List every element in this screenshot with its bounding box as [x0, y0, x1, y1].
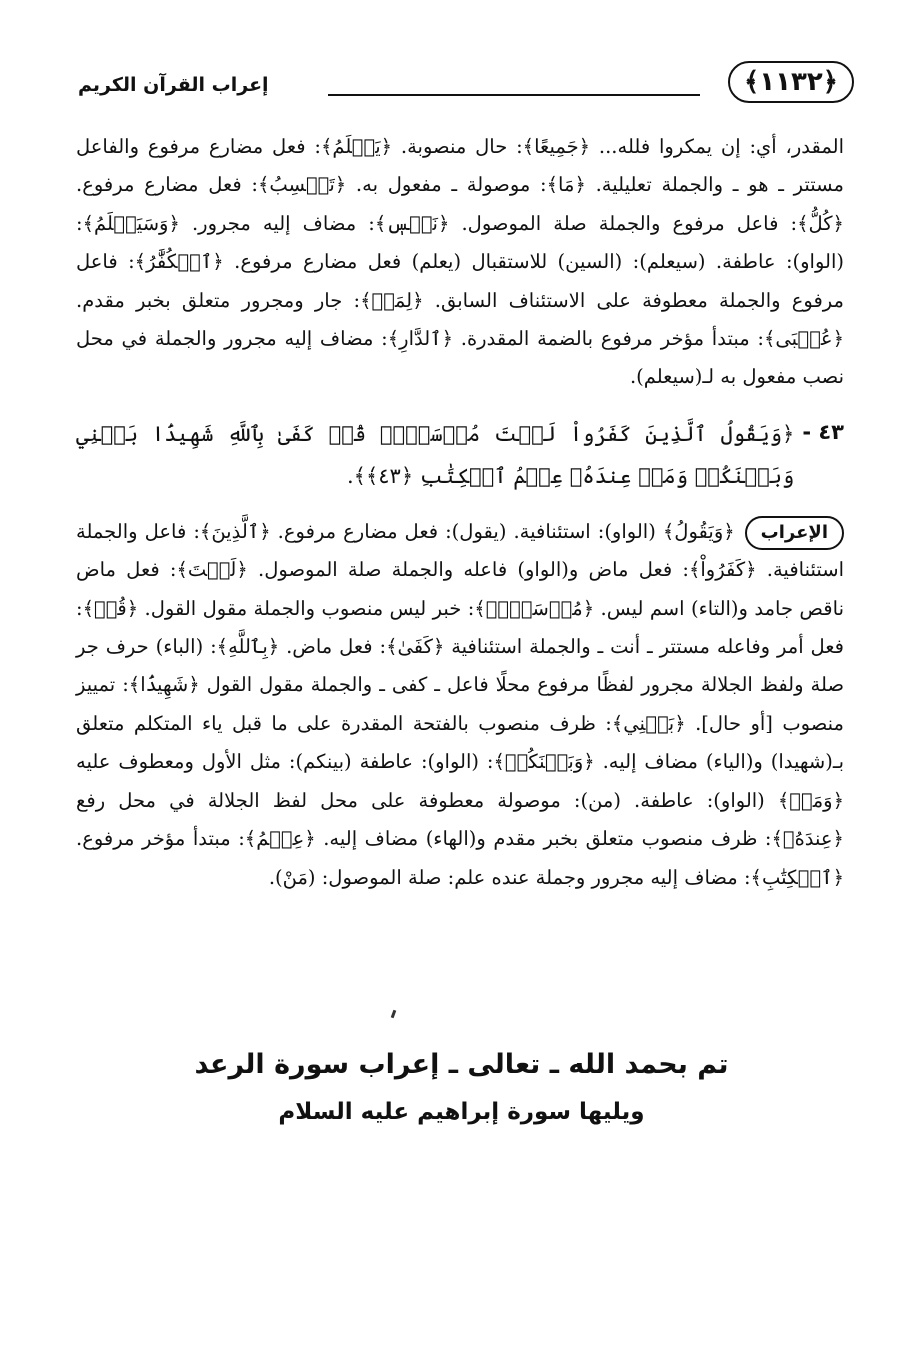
page-number [732, 60, 850, 104]
irab-label: الإعراب [745, 516, 844, 550]
stray-mark [391, 1010, 397, 1019]
closing-line-2: ويليها سورة إبراهيم عليه السلام [278, 1099, 645, 1125]
commentary-paragraph: المقدر، أي: إن يمكروا فلله... ﴿جَمِيعًا﴾: حال منصوبة. ﴿يَعۡلَمُ﴾: فعل مضارع مرفوع والفاعل مستتر ـ هو ـ والجملة تعليلية. ﴿مَا﴾: موصولة ـ مفعول به. ﴿تَكۡسِبُ﴾: فعل مضارع مرفوع. ﴿كُلُّ﴾: فاعل مرفوع والجملة صلة الموصول. ﴿نَفۡسٖ﴾: مضاف إليه مجرور. ﴿وَسَيَعۡلَمُ﴾: (الواو): عاطفة. (سيعلم): (السين) للاستقبال (يعلم) فعل مضارع مرفوع. ﴿ٱلۡكُفَّٰرُ﴾: فاعل مرفوع والجملة معطوفة على الاستئناف السابق. ﴿لِمَنۡ﴾: جار ومجرور متعلق بخبر مقدم. ﴿عُقۡبَى﴾: مبتدأ مؤخر مرفوع بالضمة المقدرة. ﴿ٱلدَّارِ﴾: مضاف إليه مجرور والجملة في محل نصب مفعول به لـ(سيعلم). [76, 135, 844, 389]
verse-block [76, 413, 844, 497]
book-title: إعراب القرآن الكريم [78, 74, 269, 96]
verse-text: ﴿وَيَقُولُ ٱلَّذِينَ كَفَرُواْ لَسۡتَ مُرۡسَلٗاۚ قُلۡ كَفَىٰ بِٱللَّهِ شَهِيدَۢا بَيۡنِي وَبَيۡنَكُمۡ وَمَنۡ عِندَهُۥ عِلۡمُ ٱلۡكِتَٰبِ ﴿٤٣﴾﴾. [76, 421, 795, 488]
irab-text: ﴿وَيَقُولُ﴾ (الواو): استئنافية. (يقول): فعل مضارع مرفوع. ﴿ٱلَّذِينَ﴾: فاعل والجملة استئنافية. ﴿كَفَرُواْ﴾: فعل ماض و(الواو) فاعله والجملة صلة الموصول. ﴿لَسۡتَ﴾: فعل ماض ناقص جامد و(التاء) اسم ليس. ﴿مُرۡسَلٗاۚ﴾: خبر ليس منصوب والجملة مقول القول. ﴿قُلۡ﴾: فعل أمر وفاعله مستتر ـ أنت ـ والجملة استئنافية ﴿كَفَىٰ﴾: فعل ماض. ﴿بِٱللَّهِ﴾: (الباء) حرف جر صلة ولفظ الجلالة مجرور لفظًا مرفوع محلًا فاعل ـ كفى ـ والجملة مقول القول ﴿شَهِيدَۢا﴾: تمييز منصوب [أو حال]. ﴿بَيۡنِي﴾: ظرف منصوب بالفتحة المقدرة على ما قبل ياء المتكلم متعلق بـ(شهيدا) و(الياء) مضاف إليه. ﴿وَبَيۡنَكُمۡ﴾: (الواو): عاطفة (بينكم): مثل الأول ومعطوف عليه ﴿وَمَنۡ﴾ (الواو): عاطفة. (من): موصولة معطوفة على محل لفظ الجلالة في محل رفع ﴿عِندَهُۥ﴾: ظرف منصوب متعلق بخبر مقدم و(الهاء) مضاف إليه. ﴿عِلۡمُ﴾: مبتدأ مؤخر مرفوع. ﴿ٱلۡكِتَٰبِ﴾: مضاف إليه مجرور وجملة عنده علم: صلة الموصول: (مَنْ). [76, 519, 844, 889]
page-body [76, 128, 844, 897]
page-header [70, 56, 850, 116]
irab-paragraph [76, 513, 844, 897]
header-divider [328, 94, 700, 96]
page-number-frame: ﴿١١٣٢﴾ [728, 61, 854, 103]
verse-number: ٤٣ - [802, 419, 844, 444]
closing-note [0, 1042, 923, 1132]
closing-line-1: تم بحمد الله ـ تعالى ـ إعراب سورة الرعد [194, 1049, 729, 1080]
